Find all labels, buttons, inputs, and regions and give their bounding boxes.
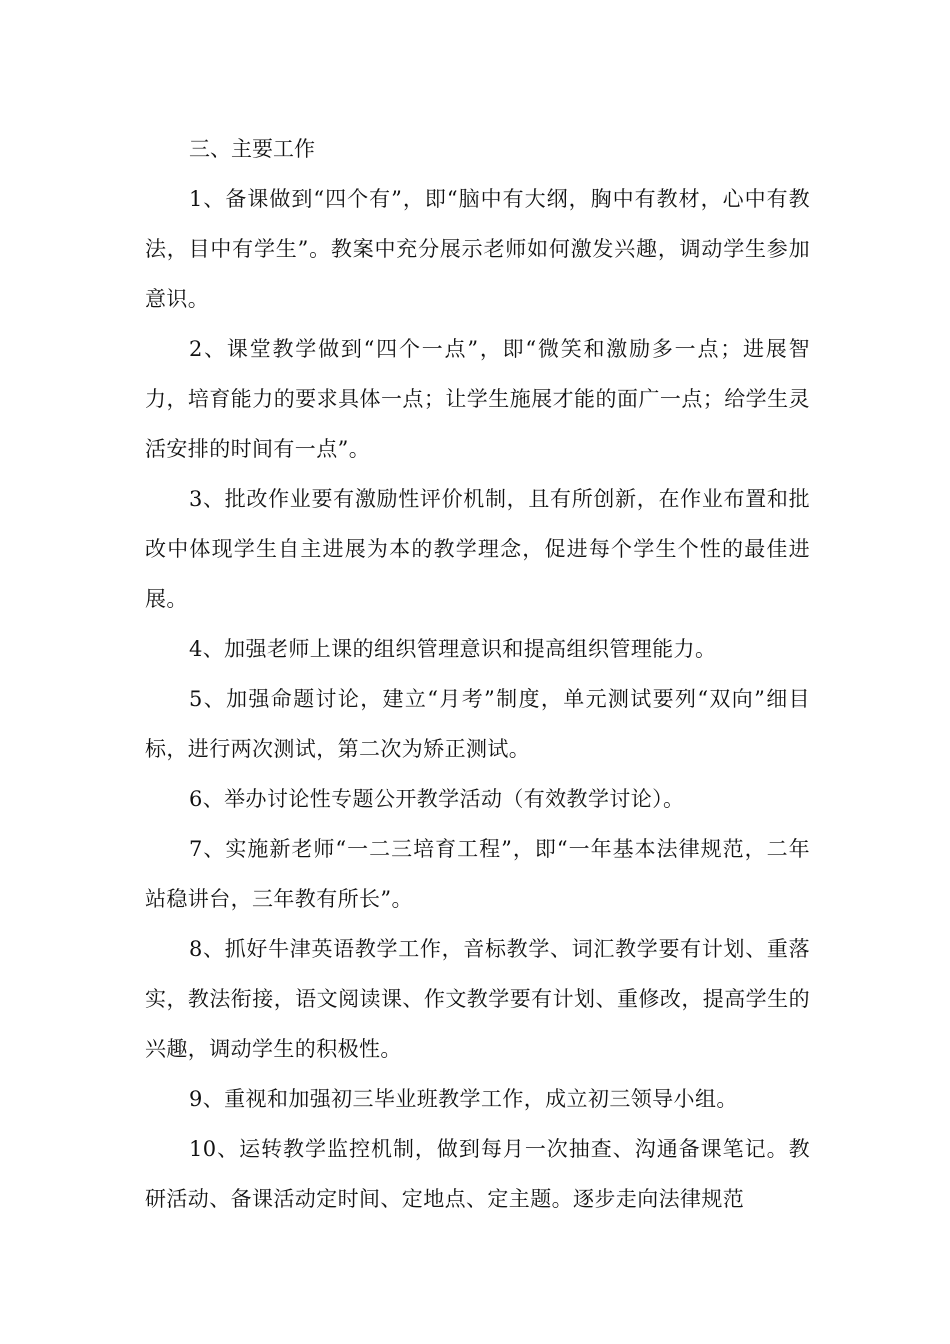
paragraph-2: 2、课堂教学做到“四个一点”，即“微笑和激励多一点；进展智力，培育能力的要求具体一点；让学生施展才能的面广一点；给学生灵活安排的时间有一点”。 xyxy=(145,337,810,461)
paragraph-1: 1、备课做到“四个有”，即“脑中有大纲，胸中有教材，心中有教法，目中有学生”。教案中充分展示老师如何激发兴趣，调动学生参加意识。 xyxy=(145,187,810,311)
paragraph-4: 4、加强老师上课的组织管理意识和提高组织管理能力。 xyxy=(189,637,717,661)
paragraph-3: 3、批改作业要有激励性评价机制，且有所创新，在作业布置和批改中体现学生自主进展为本的教学理念，促进每个学生个性的最佳进展。 xyxy=(145,487,810,611)
section-heading: 三、主要工作 xyxy=(189,137,315,161)
paragraph-6: 6、举办讨论性专题公开教学活动（有效教学讨论）。 xyxy=(189,787,685,811)
paragraph-10: 10、运转教学监控机制，做到每月一次抽查、沟通备课笔记。教研活动、备课活动定时间、定地点、定主题。逐步走向法律规范 xyxy=(145,1137,810,1211)
document-body xyxy=(145,124,810,1224)
paragraph-7: 7、实施新老师“一二三培育工程”，即“一年基本法律规范，二年站稳讲台，三年教有所长”。 xyxy=(145,837,810,911)
paragraph-8: 8、抓好牛津英语教学工作，音标教学、词汇教学要有计划、重落实，教法衔接，语文阅读课、作文教学要有计划、重修改，提高学生的兴趣，调动学生的积极性。 xyxy=(145,937,810,1061)
paragraph-9: 9、重视和加强初三毕业班教学工作，成立初三领导小组。 xyxy=(189,1087,738,1111)
paragraph-5: 5、加强命题讨论，建立“月考”制度，单元测试要列“双向”细目标，进行两次测试，第二次为矫正测试。 xyxy=(145,687,810,761)
